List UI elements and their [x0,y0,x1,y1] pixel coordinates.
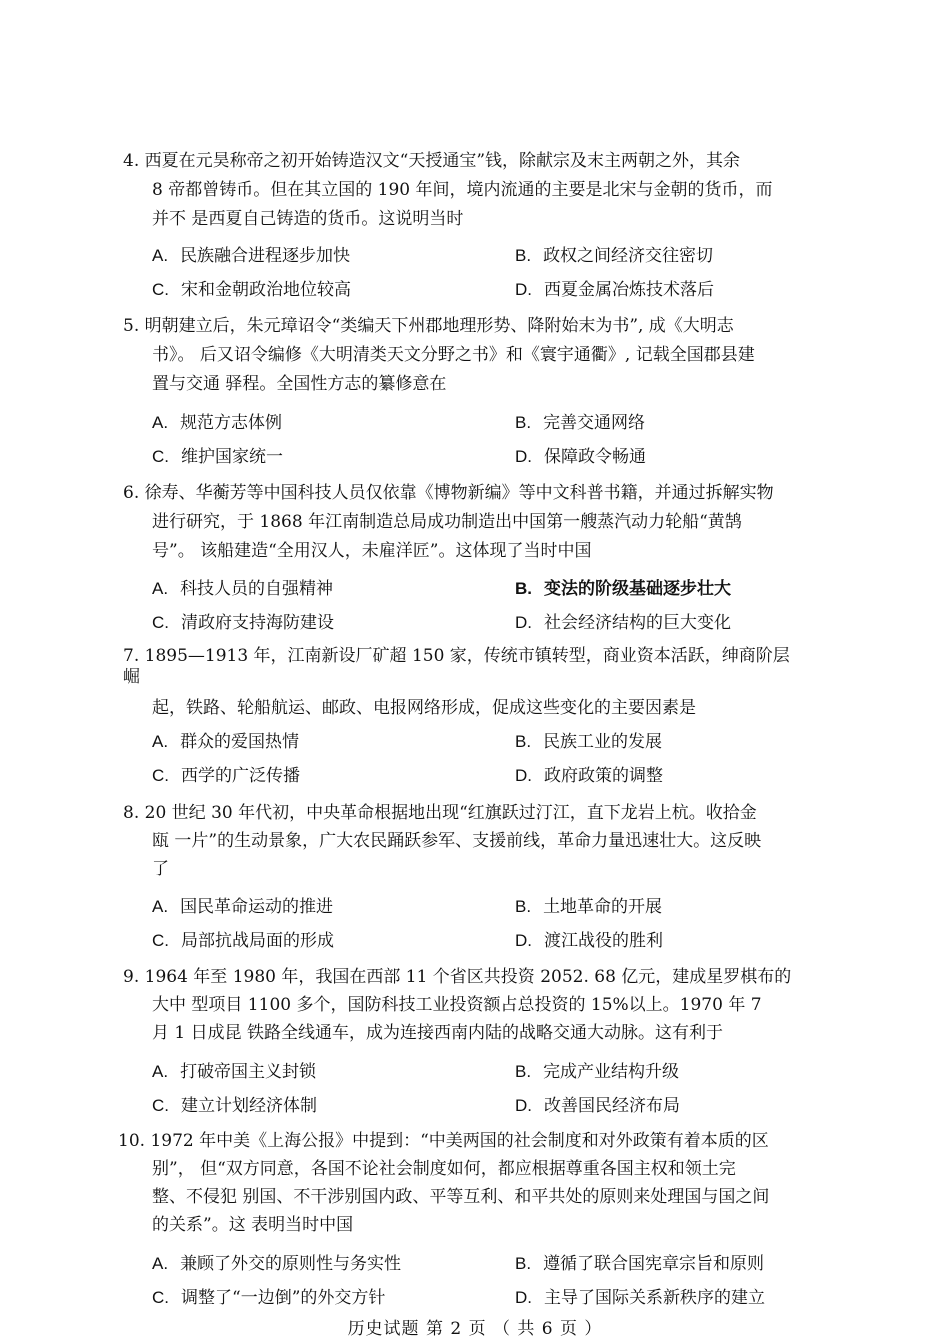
question-10-option-b: B. 遵循了联合国宪章宗旨和原则 [515,1254,765,1274]
question-9-option-a: A. 打破帝国主义封锁 [152,1062,317,1082]
question-10-line-2: 别”， 但“双方同意，各国不论社会制度如何，都应根据尊重各国主权和领土完 [152,1159,736,1179]
question-5-option-d: D. 保障政令畅通 [515,447,646,467]
question-7-line-3: 起，铁路、轮船航运、邮政、电报网络形成，促成这些变化的主要因素是 [152,698,696,718]
question-8-option-a: A. 国民革命运动的推进 [152,897,334,917]
question-7-option-b: B. 民族工业的发展 [515,732,663,752]
question-5-line-2: 书》。 后又诏令编修《大明清类天文分野之书》和《寰宇通衢》, 记载全国郡县建 [152,345,755,365]
question-9-line-1: 9. 1964 年至 1980 年，我国在西部 11 个省区共投资 2052. 68 亿元，建成星罗棋布的 [123,967,792,987]
question-4-option-d: D. 西夏金属冶炼技术落后 [515,280,714,300]
question-10-line-1: 10. 1972 年中美《上海公报》中提到：“中美两国的社会制度和对外政策有着本质的区 [118,1131,769,1151]
question-9-option-b: B. 完成产业结构升级 [515,1062,680,1082]
question-5-line-1: 5. 明朝建立后，朱元璋诏令“类编天下州郡地理形势、降附始末为书”, 成《大明志 [123,316,734,336]
question-10-line-4: 的关系”。这 表明当时中国 [152,1215,354,1235]
question-4-line-2: 8 帝都曾铸币。但在其立国的 190 年间，境内流通的主要是北宋与金朝的货币，而 [152,180,773,200]
page-footer: 历史试题 第 2 页 （ 共 6 页 ） [347,1319,603,1339]
question-10-option-c: C. 调整了“一边倒”的外交方针 [152,1288,386,1308]
question-7-option-a: A. 群众的爱国热情 [152,732,300,752]
question-4-line-3: 并不 是西夏自己铸造的货币。这说明当时 [152,209,464,229]
question-8-line-1: 8. 20 世纪 30 年代初，中央革命根据地出现“红旗跃过汀江，直下龙岩上杭。收拾金 [123,803,757,823]
question-6-option-c: C. 清政府支持海防建设 [152,613,334,633]
question-9-line-3: 月 1 日成昆 铁路全线通车，成为连接西南内陆的战略交通大动脉。这有利于 [152,1023,724,1043]
question-5-line-3: 置与交通 驿程。全国性方志的纂修意在 [152,374,447,394]
question-6-line-1: 6. 徐寿、华蘅芳等中国科技人员仅依靠《博物新编》等中文科普书籍，并通过拆解实物 [123,483,774,503]
question-7-option-d: D. 政府政策的调整 [515,766,663,786]
question-9-line-2: 大中 型项目 1100 多个，国防科技工业投资额占总投资的 15%以上。1970 年 7 [152,995,762,1015]
question-5-option-c: C. 维护国家统一 [152,447,283,467]
question-6-option-d: D. 社会经济结构的巨大变化 [515,613,731,633]
question-9-option-d: D. 改善国民经济布局 [515,1096,680,1116]
question-10-option-a: A. 兼顾了外交的原则性与务实性 [152,1254,402,1274]
question-4-option-a: A. 民族融合进程逐步加快 [152,246,351,266]
question-9-option-c: C. 建立计划经济体制 [152,1096,317,1116]
question-5-option-a: A. 规范方志体例 [152,413,283,433]
question-7-line-2: 崛 [123,667,140,687]
question-10-line-3: 整、不侵犯 别国、不干涉别国内政、平等互利、和平共处的原则来处理国与国之间 [152,1187,770,1207]
question-4-option-c: C. 宋和金朝政治地位较高 [152,280,351,300]
question-6-line-3: 号”。 该船建造“全用汉人，未雇洋匠”。这体现了当时中国 [152,541,592,561]
question-10-option-d: D. 主导了国际关系新秩序的建立 [515,1288,765,1308]
question-8-option-c: C. 局部抗战局面的形成 [152,931,334,951]
question-8-option-b: B. 土地革命的开展 [515,897,663,917]
question-7-line-1: 7. 1895—1913 年，江南新设厂矿超 150 家，传统市镇转型，商业资本活跃，绅商阶层 [123,646,790,666]
question-4-option-b: B. 政权之间经济交往密切 [515,246,714,266]
question-8-line-2: 瓯 一片”的生动景象，广大农民踊跃参军、支援前线，革命力量迅速壮大。这反映 [152,831,762,851]
question-5-option-b: B. 完善交通网络 [515,413,646,433]
question-6-option-a: A. 科技人员的自强精神 [152,579,334,599]
question-8-line-3: 了 [152,859,169,879]
question-7-option-c: C. 西学的广泛传播 [152,766,300,786]
question-4-line-1: 4. 西夏在元昊称帝之初开始铸造汉文“天授通宝”钱，除献宗及末主两朝之外，其余 [123,151,741,171]
question-6-line-2: 进行研究，于 1868 年江南制造总局成功制造出中国第一艘蒸汽动力轮船“黄鹄 [152,512,742,532]
question-6-option-b: B. 变法的阶级基础逐步壮大 [515,579,731,599]
question-8-option-d: D. 渡江战役的胜利 [515,931,663,951]
